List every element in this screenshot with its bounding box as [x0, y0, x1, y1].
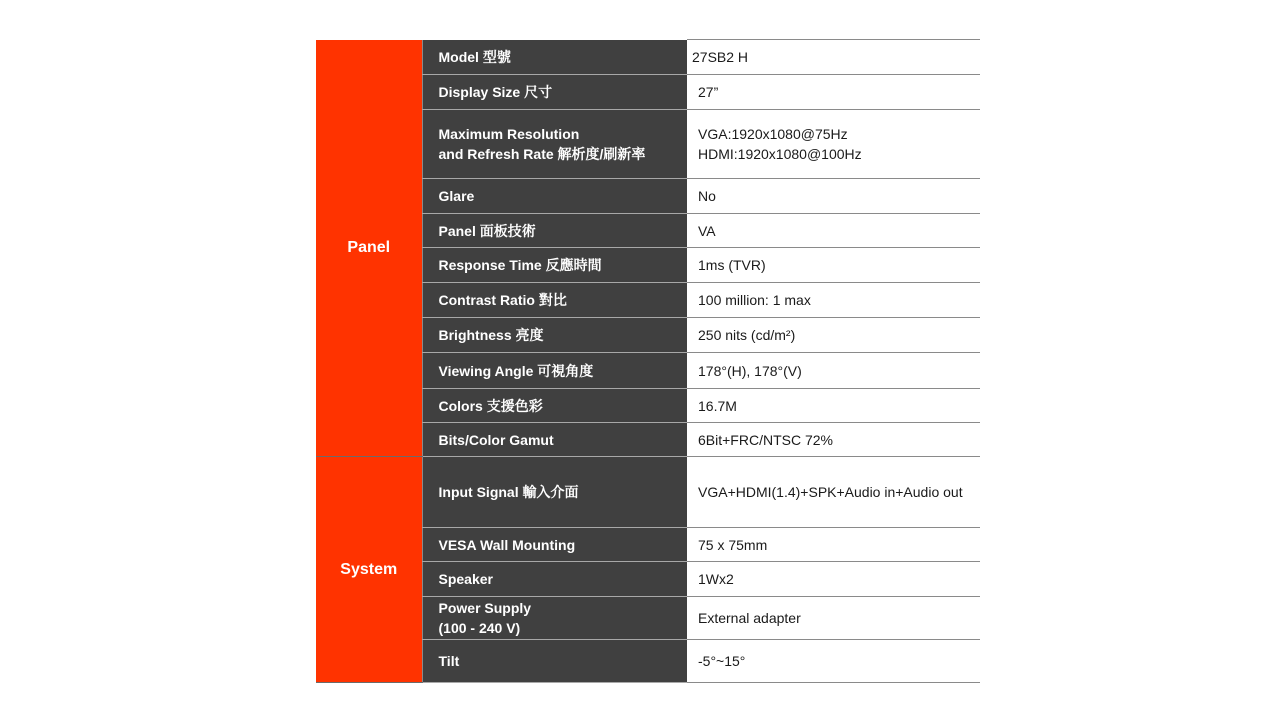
- spec-label-line: Power Supply: [438, 600, 532, 616]
- spec-table: [316, 39, 980, 683]
- spec-label-line: Glare: [438, 188, 475, 204]
- spec-value-line: External adapter: [698, 610, 801, 626]
- spec-value-line: HDMI:1920x1080@100Hz: [698, 146, 862, 162]
- spec-value-line: 75 x 75mm: [698, 536, 768, 553]
- spec-value: [687, 562, 980, 597]
- spec-value: [687, 75, 980, 110]
- spec-value: [687, 353, 980, 389]
- spec-label: [422, 353, 687, 389]
- spec-label-line: Maximum Resolution: [438, 126, 580, 142]
- category-cell-panel: Panel: [316, 40, 422, 457]
- spec-label: [422, 179, 687, 214]
- spec-label-line: Bits/Color Gamut: [438, 431, 554, 448]
- spec-label: [422, 40, 687, 75]
- spec-value-line: 1ms (TVR): [698, 257, 766, 273]
- spec-value-line: VGA:1920x1080@75Hz: [698, 126, 848, 142]
- spec-value: [687, 283, 980, 318]
- spec-label-line: Model 型號: [438, 48, 511, 65]
- spec-value-line: 6Bit+FRC/NTSC 72%: [698, 431, 833, 448]
- spec-label-line: Tilt: [438, 653, 460, 669]
- spec-sheet: [316, 39, 980, 683]
- spec-value-line: 1Wx2: [698, 571, 734, 587]
- spec-value-line: 27SB2 H: [692, 49, 749, 65]
- spec-table-body: [316, 40, 980, 683]
- spec-label-line: Viewing Angle 可視角度: [438, 362, 594, 379]
- spec-label-line: Colors 支援色彩: [438, 397, 543, 414]
- spec-label-line: Brightness 亮度: [438, 327, 544, 343]
- spec-row: [316, 457, 980, 528]
- spec-value: [687, 423, 980, 457]
- spec-value: [687, 110, 980, 179]
- spec-value: [687, 640, 980, 683]
- spec-value-line: 250 nits (cd/m²): [698, 327, 796, 343]
- spec-label-line: Panel 面板技術: [438, 222, 536, 239]
- spec-value: [687, 248, 980, 283]
- spec-value-line: 16.7M: [698, 397, 737, 414]
- spec-label-line: Input Signal 輸入介面: [438, 484, 579, 500]
- spec-value-line: No: [698, 188, 716, 204]
- spec-label: [422, 423, 687, 457]
- spec-label-line: and Refresh Rate 解析度/刷新率: [438, 146, 646, 162]
- spec-label: [422, 214, 687, 248]
- spec-label: [422, 318, 687, 353]
- spec-label-line: Response Time 反應時間: [438, 257, 602, 273]
- spec-label-line: Speaker: [438, 571, 493, 587]
- spec-value: [687, 318, 980, 353]
- spec-row: [316, 40, 980, 75]
- spec-label: [422, 389, 687, 423]
- category-cell-system: System: [316, 457, 422, 683]
- spec-value-line: 178°(H), 178°(V): [698, 362, 802, 379]
- spec-value-line: VGA+HDMI(1.4)+SPK+Audio in+Audio out: [698, 484, 963, 500]
- spec-label: [422, 283, 687, 318]
- spec-label: [422, 597, 687, 640]
- spec-value: [687, 214, 980, 248]
- spec-label-line: VESA Wall Mounting: [438, 536, 576, 553]
- spec-value: [687, 389, 980, 423]
- spec-value: [687, 40, 980, 75]
- spec-value-line: -5°~15°: [698, 653, 746, 669]
- spec-label: [422, 640, 687, 683]
- spec-label: [422, 248, 687, 283]
- spec-value: [687, 457, 980, 528]
- spec-value-line: VA: [698, 222, 716, 239]
- spec-label-line: (100 - 240 V): [438, 620, 521, 636]
- spec-value: [687, 597, 980, 640]
- spec-label-line: Display Size 尺寸: [438, 84, 553, 100]
- spec-label: [422, 528, 687, 562]
- spec-label-line: Contrast Ratio 對比: [438, 292, 567, 308]
- spec-label: [422, 110, 687, 179]
- spec-label: [422, 457, 687, 528]
- spec-label: [422, 75, 687, 110]
- spec-value-line: 100 million: 1 max: [698, 292, 811, 308]
- spec-value: [687, 179, 980, 214]
- spec-value: [687, 528, 980, 562]
- spec-value-line: 27”: [698, 84, 719, 100]
- spec-label: [422, 562, 687, 597]
